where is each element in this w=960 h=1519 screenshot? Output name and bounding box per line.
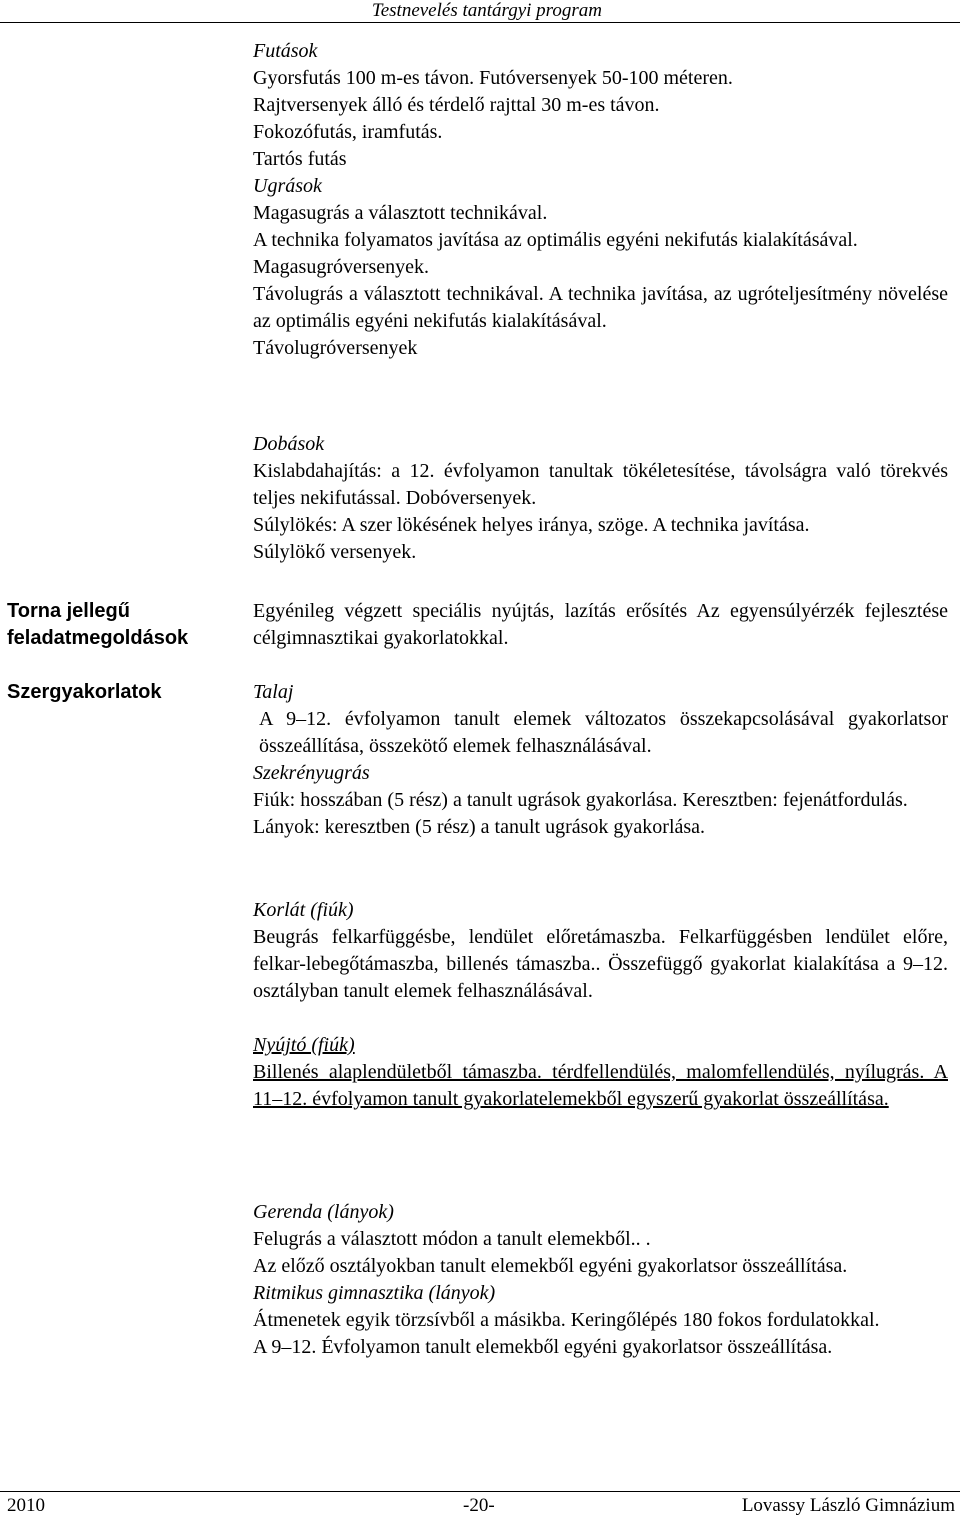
heading-dobasok: Dobások [253, 433, 325, 455]
szekreny-para-2: Lányok: keresztben (5 rész) a tanult ugrások gyakorlása. [253, 816, 706, 838]
futasok-line-4: Tartós futás [253, 148, 347, 170]
section-dobasok [253, 431, 948, 566]
page-header [0, 0, 960, 23]
heading-nyujto: Nyújtó (fiúk) [253, 1034, 355, 1056]
heading-szekrenyugras: Szekrényugrás [253, 762, 370, 784]
korlat-para: Beugrás felkarfüggésbe, lendület előretámaszba. Felkarfüggésben lendület előre, felkar-lebegőtámaszba, billenés támaszba.. Összefüggő gyakorlat kialakítása a 9–12. osztályban tanult elemek felhasználásával. [253, 926, 948, 1002]
section-talaj [253, 679, 948, 841]
section-futasok-ugrasok [253, 38, 948, 362]
heading-ugrasok: Ugrások [253, 175, 322, 197]
dobasok-line-2: Súlylökő versenyek. [253, 541, 417, 563]
section-nyujto [253, 1032, 948, 1113]
section-gerenda-ritmikus [253, 1199, 948, 1361]
footer-year: 2010 [7, 1495, 45, 1516]
ritmikus-line: A 9–12. Évfolyamon tanult elemekből egyéni gyakorlatsor összeállítása. [253, 1336, 833, 1358]
torna-para: Egyénileg végzett speciális nyújtás, lazítás erősítés Az egyensúlyérzék fejlesztése célgimnasztikai gyakorlatokkal. [253, 600, 948, 649]
heading-talaj: Talaj [253, 681, 294, 703]
header-title: Testnevelés tantárgyi program [371, 0, 602, 21]
talaj-para: A 9–12. évfolyamon tanult elemek változatos összekapcsolásával gyakorlatsor összeállítása, összekötő elemek felhasználásával. [259, 708, 948, 757]
ugrasok-line-1: Magasugrás a választott technikával. [253, 202, 548, 224]
footer-school: Lovassy László Gimnázium [741, 1495, 955, 1516]
gerenda-para: Az előző osztályokban tanult elemekből egyéni gyakorlatsor összeállítása. [253, 1255, 848, 1277]
futasok-line-1: Gyorsfutás 100 m-es távon. Futóversenyek 50-100 méteren. [253, 67, 733, 89]
ugrasok-line-2: Magasugróversenyek. [253, 256, 430, 278]
section-korlat [253, 897, 948, 1005]
futasok-line-2: Rajtversenyek álló és térdelő rajttal 30 m-es távon. [253, 94, 660, 116]
page-footer [0, 1491, 960, 1517]
nyujto-para: Billenés alaplendületből támaszba. térdfellendülés, malomfellendülés, nyílugrás. A 11–12. évfolyamon tanult gyakorlatelemekből egyszerű gyakorlat összeállítása. [253, 1061, 948, 1110]
dobasok-line-1: Súlylökés: A szer lökésének helyes iránya, szöge. A technika javítása. [253, 514, 810, 536]
gerenda-line: Felugrás a választott módon a tanult elemekből.. . [253, 1228, 651, 1250]
ritmikus-para: Átmenetek egyik törzsívből a másikba. Keringőlépés 180 fokos fordulatokkal. [253, 1309, 880, 1331]
heading-ritmikus: Ritmikus gimnasztika (lányok) [253, 1282, 496, 1304]
futasok-line-3: Fokozófutás, iramfutás. [253, 121, 443, 143]
label-szergyakorlatok: Szergyakorlatok [7, 681, 162, 703]
label-torna: Torna jellegű feladatmegoldások [7, 600, 189, 649]
heading-gerenda: Gerenda (lányok) [253, 1201, 394, 1223]
heading-futasok: Futások [253, 40, 318, 62]
footer-page-number: -20- [463, 1495, 495, 1516]
heading-korlat: Korlát (fiúk) [253, 899, 354, 921]
szekreny-para-1: Fiúk: hosszában (5 rész) a tanult ugrások gyakorlása. Keresztben: fejenátfordulás. [253, 789, 908, 811]
ugrasok-para-1: A technika folyamatos javítása az optimális egyéni nekifutás kialakításával. [253, 229, 858, 251]
ugrasok-para-2: Távolugrás a választott technikával. A technika javítása, az ugróteljesítmény növelése az optimális egyéni nekifutás kialakításával. [253, 283, 948, 332]
section-torna [253, 598, 948, 652]
dobasok-para-1: Kislabdahajítás: a 12. évfolyamon tanultak tökéletesítése, távolságra való törekvés teljes nekifutással. Dobóversenyek. [253, 460, 948, 509]
ugrasok-line-3: Távolugróversenyek [253, 337, 418, 359]
